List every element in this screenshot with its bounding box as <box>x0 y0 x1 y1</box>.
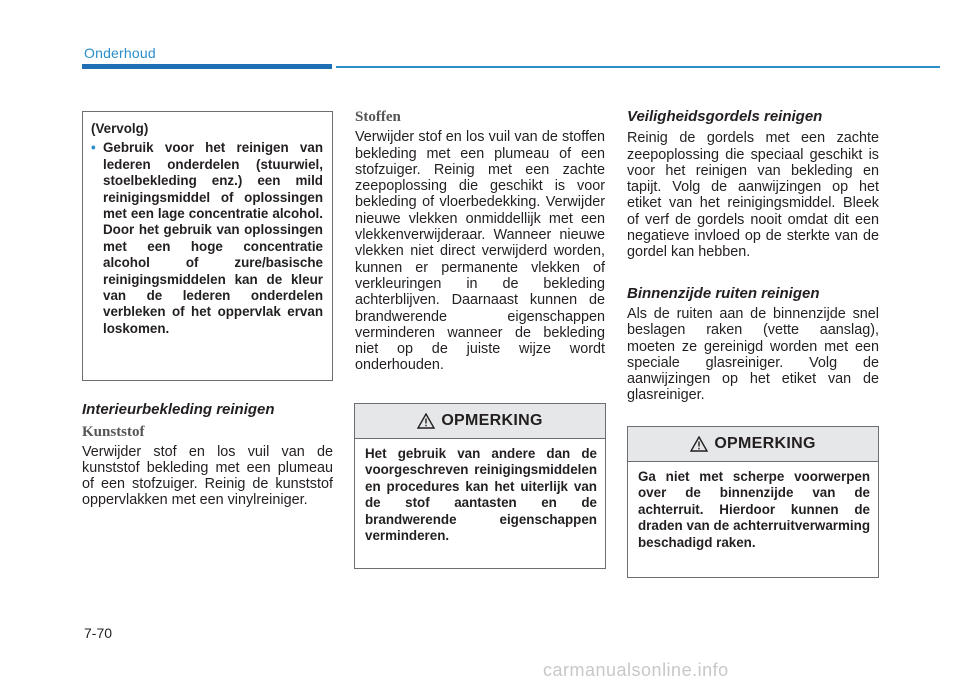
seatbelts-heading: Veiligheidsgordels reinigen <box>627 108 823 125</box>
page-number: 7-70 <box>84 625 113 641</box>
note-text: Het gebruik van andere dan de voorgeschreven reinigingsmiddelen en procedures kan het uiterlijk van de stof aantasten en de brandwerende eigenschappen verminderen. <box>365 446 597 544</box>
plastic-body: Verwijder stof en los vuil van de kunststof bekleding met een plumeau of een stofzuiger. Reinig de kunststof oppervlakken met een vinylreiniger. <box>82 443 333 509</box>
continued-label: (Vervolg) <box>91 121 149 136</box>
note-label: OPMERKING <box>714 435 816 452</box>
warning-triangle-icon <box>417 413 435 429</box>
leather-cleaning-text: Gebruik voor het reinigen van lederen onderdelen (stuurwiel, stoelbekleding enz.) een mild reinigingsmiddel of oplossingen met een lage concentratie alcohol. Door het gebruik van oplossingen met een hoge concentratie alcohol of zure/basische reinigingsmiddelen kan de kleur van de lederen onderdelen verbleken of het oppervlak ervan loskomen. <box>103 140 323 336</box>
note-box-fabrics <box>354 403 606 569</box>
note-label: OPMERKING <box>441 412 543 429</box>
windows-heading: Binnenzijde ruiten reinigen <box>627 284 820 302</box>
note-text: Ga niet met scherpe voorwerpen over de binnenzijde van de achterruit. Hierdoor kunnen de draden van de achterruitverwarming beschadigd raken. <box>638 469 870 550</box>
warning-triangle-icon <box>690 436 708 452</box>
plastic-subheading: Kunststof <box>82 424 145 441</box>
seatbelts-body: Reinig de gordels met een zachte zeepoplossing die speciaal geschikt is voor het reinigen van bekleding en tapijt. Volg de aanwijzingen op het etiket van het reinigingsmiddel. Bleek of verf de gordels nooit omdat dit een negatieve invloed op de sterkte van de gordel kan hebben. <box>627 130 879 261</box>
note-box-windows <box>627 426 879 578</box>
interior-heading: Interieurbekleding reinigen <box>82 401 275 418</box>
header-rule-thick <box>82 64 332 69</box>
bullet-icon: • <box>91 140 96 156</box>
note-header <box>628 427 878 462</box>
section-title: Onderhoud <box>84 45 156 61</box>
watermark: carmanualsonline.info <box>543 660 729 680</box>
note-header <box>355 404 605 439</box>
header-rule-thin <box>336 66 940 68</box>
windows-body: Als de ruiten aan de binnenzijde snel beslagen raken (vette aanslag), moeten ze gereinigd worden met een speciale glasreiniger. Volg de aanwijzingen op het etiket van de glasreiniger. <box>627 305 879 404</box>
fabrics-body: Verwijder stof en los vuil van de stoffen bekleding met een plumeau of een stofzuiger. Reinig met een zachte zeepoplossing die geschikt is voor bekleding of vloerbedekking. Verwijder nieuwe vlekken onmiddellijk met een vlekkenverwijderaar. Wanneer nieuwe vlekken niet direct verwijderd worden, kunnen er permanente vlekken of verkleuringen in de bekleding achterblijven. Daarnaast kunnen de brandwerende eigenschappen verminderen wanneer de bekleding niet op de juiste wijze wordt onderhouden. <box>355 129 605 374</box>
continued-caution-box <box>82 111 333 381</box>
fabrics-heading: Stoffen <box>355 109 401 125</box>
